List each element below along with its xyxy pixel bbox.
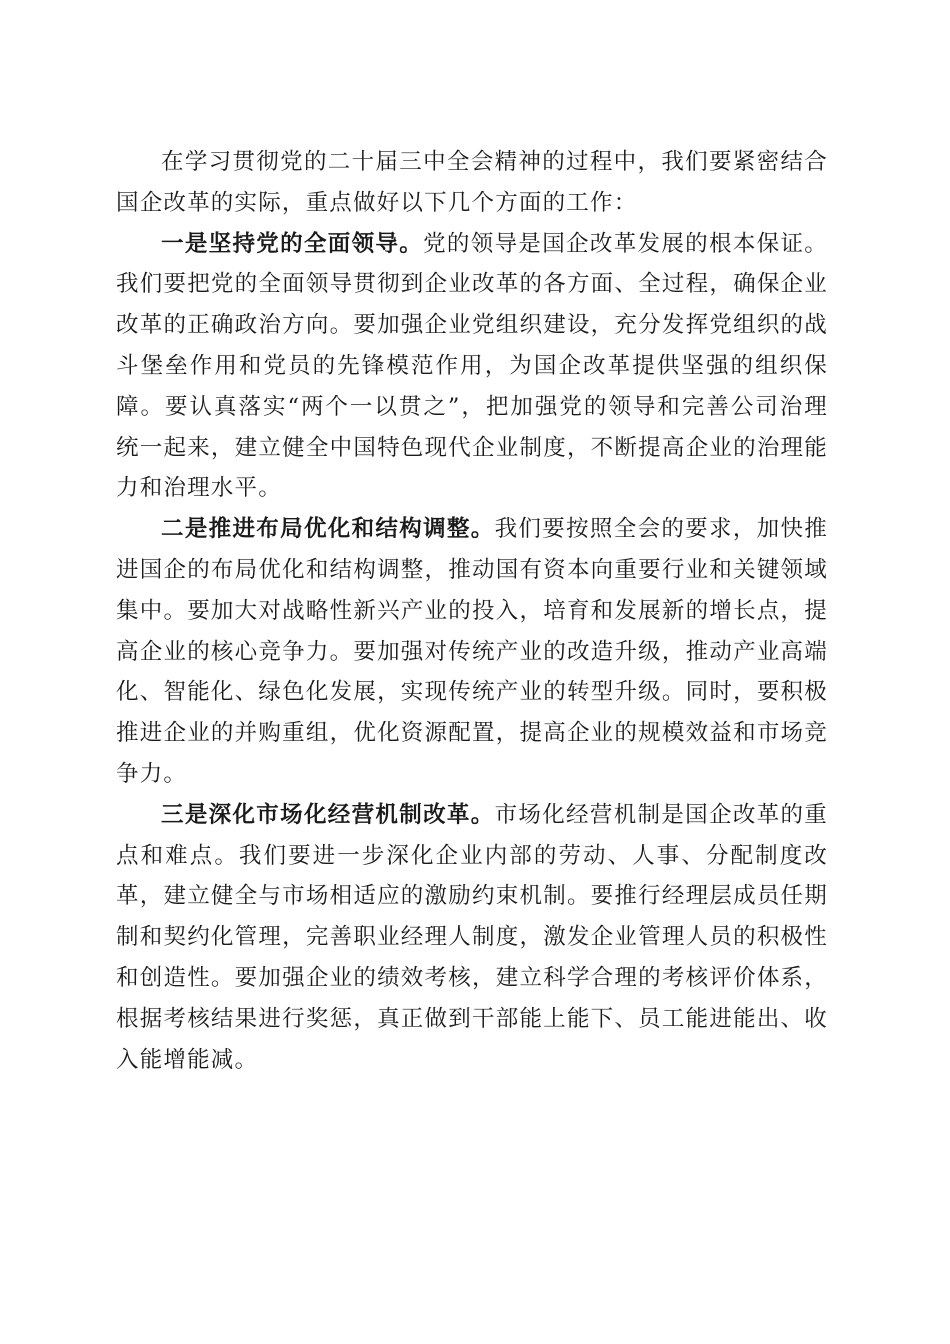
section-body-3: 市场化经营机制是国企改革的重点和难点。我们要进一步深化企业内部的劳动、人事、分配制度改革，建立健全与市场相适应的激励约束机制。要推行经理层成员任期制和契约化管理，完善职业经理人制度，激发企业管理人员的积极性和创造性。要加强企业的绩效考核，建立科学合理的考核评价体系，根据考核结果进行奖惩，真正做到干部能上能下、员工能进能出、收入能增能减。 — [116, 801, 828, 1073]
section-heading-1: 一是坚持党的全面领导。 — [161, 230, 424, 257]
intro-paragraph: 在学习贯彻党的二十届三中全会精神的过程中，我们要紧密结合国企改革的实际，重点做好以下几个方面的工作： — [116, 149, 828, 216]
document-body — [116, 142, 828, 1080]
section-heading-3: 三是深化市场化经营机制改革。 — [161, 801, 495, 828]
section-heading-2: 二是推进布局优化和结构调整。 — [161, 516, 495, 543]
section-paragraph-2 — [116, 509, 828, 795]
section-body-2: 我们要按照全会的要求，加快推进国企的布局优化和结构调整，推动国有资本向重要行业和关键领域集中。要加大对战略性新兴产业的投入，培育和发展新的增长点，提高企业的核心竞争力。要加强对传统产业的改造升级，推动产业高端化、智能化、绿色化发展，实现传统产业的转型升级。同时，要积极推进企业的并购重组，优化资源配置，提高企业的规模效益和市场竞争力。 — [116, 516, 828, 787]
section-paragraph-1 — [116, 224, 828, 510]
section-paragraph-3 — [116, 795, 828, 1081]
section-body-1: 党的领导是国企改革发展的根本保证。我们要把党的全面领导贯彻到企业改革的各方面、全过程，确保企业改革的正确政治方向。要加强企业党组织建设，充分发挥党组织的战斗堡垒作用和党员的先锋模范作用，为国企改革提供坚强的组织保障。要认真落实“两个一以贯之”，把加强党的领导和完善公司治理统一起来，建立健全中国特色现代企业制度，不断提高企业的治理能力和治理水平。 — [116, 230, 829, 502]
